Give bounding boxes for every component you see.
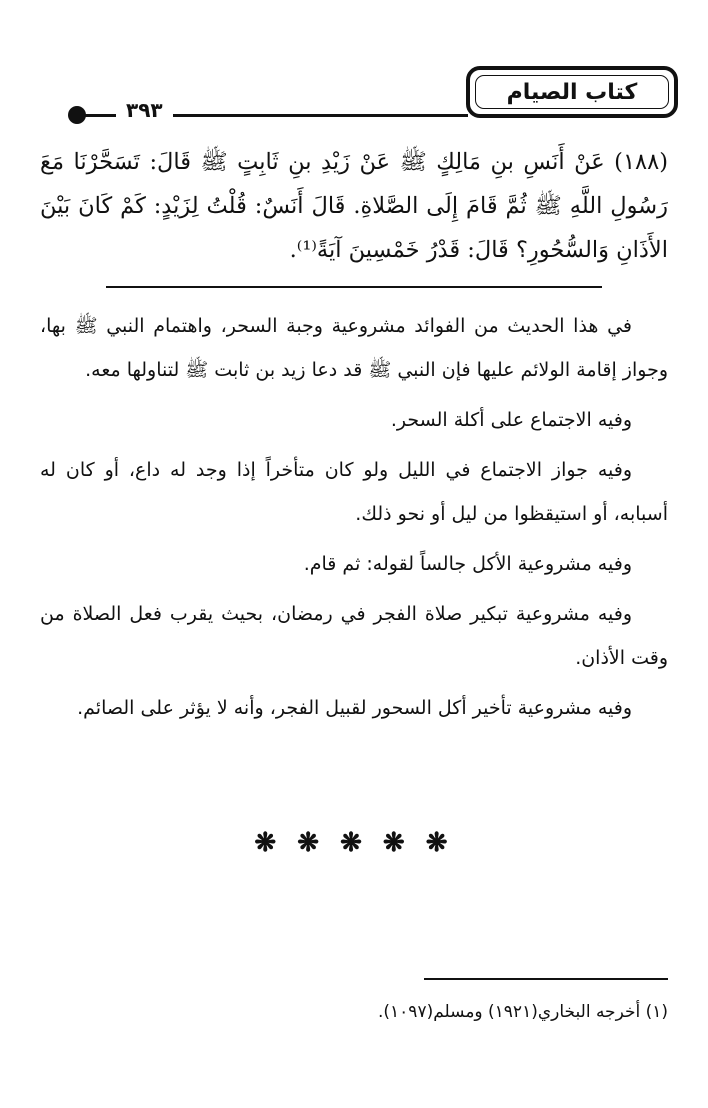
hadith-text: (١٨٨) عَنْ أَنَسِ بنِ مَالِكٍ ﷺ عَنْ زَيْدِ بنِ ثَابِتٍ ﷺ قَالَ: تَسَحَّرْنَا مَعَ رَسُولِ اللَّهِ ﷺ ثُمَّ قَامَ إِلَى الصَّلاةِ. قَالَ أَنَسٌ: قُلْتُ لِزَيْدٍ: كَمْ كَانَ بَيْنَ الأَذَانِ وَالسُّحُورِ؟ قَالَ: قَدْرُ خَمْسِينَ آيَةً⁽¹⁾. [40, 149, 668, 263]
header-rule-left [84, 114, 118, 117]
paragraph-6: وفيه مشروعية تأخير أكل السحور لقبيل الفجر، وأنه لا يؤثر على الصائم. [77, 697, 632, 719]
page-number: ٣٩٣ [116, 98, 173, 122]
book-title-frame [466, 66, 678, 118]
paragraph-3: وفيه جواز الاجتماع في الليل ولو كان متأخراً إذا وجد له داع، أو كان له أسبابه، أو استيقظوا من ليل أو نحو ذلك. [40, 459, 668, 525]
commentary [40, 304, 668, 736]
paragraph-2: وفيه الاجتماع على أكلة السحر. [390, 409, 632, 431]
footnote: (١) أخرجه البخاري(١٩٢١) ومسلم(١٠٩٧). [378, 1002, 668, 1022]
header-bullet-dot [68, 106, 86, 124]
paragraph-4: وفيه مشروعية الأكل جالساً لقوله: ثم قام. [303, 553, 632, 575]
star-divider: ❋ ❋ ❋ ❋ ❋ [254, 828, 454, 858]
paragraph-5: وفيه مشروعية تبكير صلاة الفجر في رمضان، بحيث يقرب فعل الصلاة من وقت الأذان. [40, 603, 668, 669]
book-title: كتاب الصيام [506, 79, 638, 105]
section-divider-line [106, 286, 602, 288]
paragraph-1: في هذا الحديث من الفوائد مشروعية وجبة السحر، واهتمام النبي ﷺ بها، وجواز إقامة الولائم عليها فإن النبي ﷺ قد دعا زيد بن ثابت ﷺ لتناولها معه. [40, 315, 668, 381]
page-header [68, 58, 678, 128]
footnote-rule [424, 978, 668, 980]
